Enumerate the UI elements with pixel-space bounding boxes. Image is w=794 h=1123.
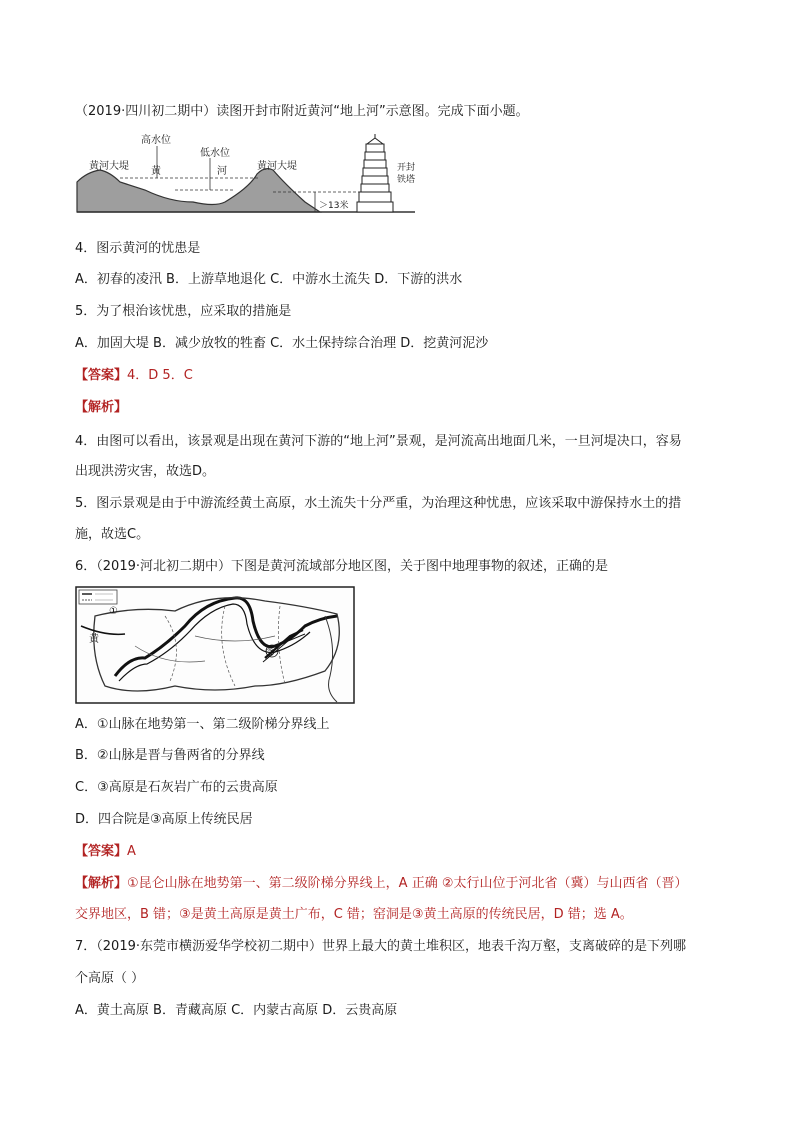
analysis-text: ①昆仑山脉在地势第一、第二级阶梯分界线上，A 正确 ②太行山位于河北省（冀）与山西省（晋）: [127, 876, 688, 891]
question-7-line-2: 个高原（ ）: [75, 971, 145, 986]
question-6-option-a: A．①山脉在地势第一、第二级阶梯分界线上: [75, 717, 330, 732]
map-label-huang: 黄: [89, 634, 99, 645]
label-huang: 黄: [151, 166, 161, 177]
analysis-1-line-1: 4．由图可以看出，该景观是出现在黄河下游的“地上河”景观，是河流高出地面几米，一旦河堤决口，容易: [75, 434, 682, 449]
analysis-1-line-3: 5．图示景观是由于中游流经黄土高原，水土流失十分严重，为治理这种忧患，应该采取中游保持水土的措: [75, 496, 682, 511]
question-5: 5．为了根治该忧患，应采取的措施是: [75, 304, 292, 319]
answer-tag: 【答案】: [75, 368, 128, 383]
answer-value: A: [127, 844, 136, 859]
question-5-options: A．加固大堤 B．减少放牧的牲畜 C．水土保持综合治理 D．挖黄河泥沙: [75, 336, 489, 351]
answer-1: [75, 367, 193, 385]
question-intro: （2019·四川初二期中）读图开封市附近黄河“地上河”示意图。完成下面小题。: [75, 104, 529, 119]
analysis-tag: 【解析】: [75, 876, 128, 891]
question-4-options: A．初春的凌汛 B．上游草地退化 C．中游水土流失 D．下游的洪水: [75, 272, 463, 287]
answer-2: [75, 843, 136, 861]
label-tower-line: 铁塔: [397, 175, 416, 185]
yellow-river-cross-section-figure: [75, 132, 420, 217]
analysis-1-line-2: 出现洪涝灾害，故选D。: [75, 464, 216, 479]
map-legend: [79, 590, 117, 604]
label-dike-left: 黄河大堤: [89, 161, 129, 172]
analysis-tag-1: 【解析】: [75, 400, 128, 415]
label-tower-line: 开封: [397, 163, 416, 173]
question-7-options: A．黄土高原 B．青藏高原 C．内蒙古高原 D．云贵高原: [75, 1003, 398, 1018]
analysis-2-line-1: [75, 875, 687, 893]
label-dike-right: 黄河大堤: [257, 161, 297, 172]
label-he: 河: [217, 166, 227, 177]
question-6: 6．（2019·河北初二期中）下图是黄河流域部分地区图，关于图中地理事物的叙述，正确的是: [75, 559, 608, 574]
question-6-option-d: D．四合院是③高原上传统民居: [75, 812, 253, 827]
question-7-line-1: 7．（2019·东莞市横沥爱华学校初二期中）世界上最大的黄土堆积区，地表千沟万壑，支离破碎的是下列哪: [75, 939, 686, 954]
label-low-water: 低水位: [200, 148, 230, 159]
label-height: ＞13米: [319, 201, 349, 211]
pagoda-tower-icon: [357, 134, 393, 212]
question-4: 4．图示黄河的忧患是: [75, 241, 201, 256]
label-high-water: 高水位: [141, 135, 171, 146]
analysis-2-line-2: 交界地区，B 错；③是黄土高原是黄土广布，C 错；窑洞是③黄土高原的传统民居，D 错；选 A。: [75, 907, 633, 922]
question-6-option-c: C．③高原是石灰岩广布的云贵高原: [75, 780, 278, 795]
label-tower: [397, 161, 415, 185]
riverbed-profile: [77, 169, 320, 212]
question-6-option-b: B．②山脉是晋与鲁两省的分界线: [75, 748, 265, 763]
answer-tag: 【答案】: [75, 844, 128, 859]
analysis-1-line-4: 施，故选C。: [75, 527, 150, 542]
yellow-river-basin-map: [75, 586, 355, 704]
map-label-1: ①: [109, 606, 118, 617]
answer-value: 4．D 5．C: [127, 368, 193, 383]
map-label-2: ②: [265, 646, 275, 659]
